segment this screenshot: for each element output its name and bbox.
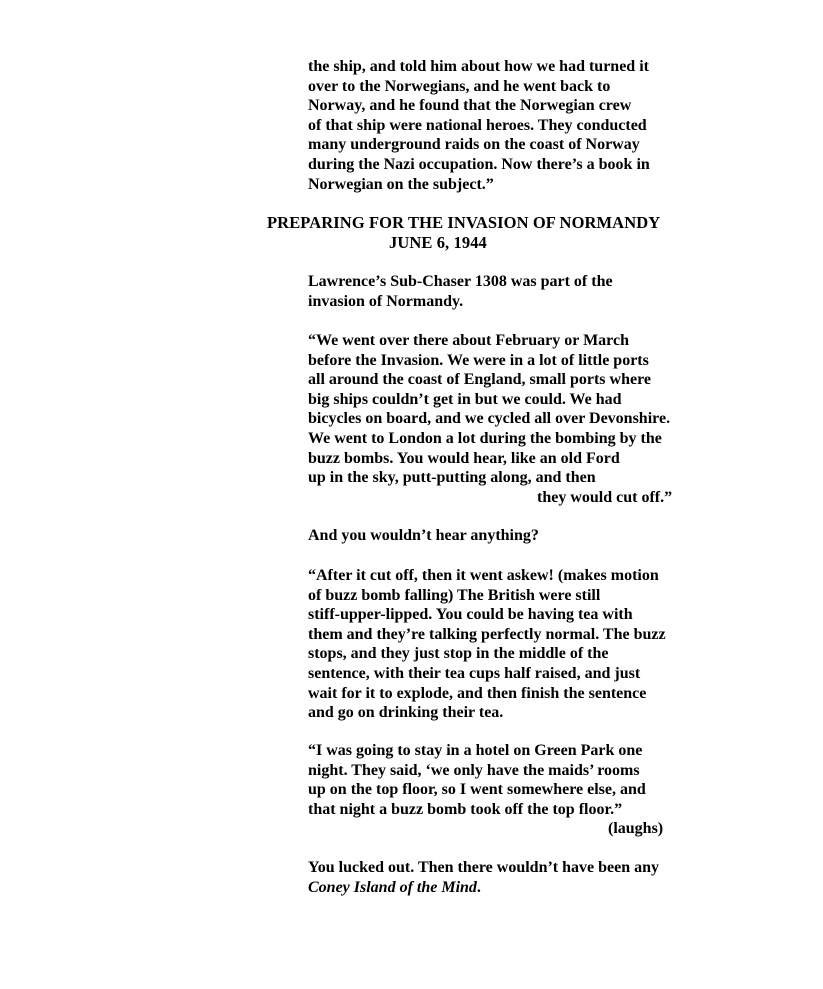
text-line: (laughs): [608, 820, 664, 838]
quote-paragraph-2: [308, 566, 808, 723]
text-line: before the Invasion. We were in a lot of little ports: [308, 351, 649, 369]
text-line: all around the coast of England, small ports where: [308, 371, 651, 389]
section-date: JUNE 6, 1944: [389, 232, 487, 252]
question-paragraph: [308, 526, 808, 546]
quote-paragraph-1: [308, 331, 808, 507]
text-line: over to the Norwegians, and he went back to: [308, 77, 611, 95]
text-line: the ship, and told him about how we had turned it: [308, 58, 649, 75]
text-line: Norwegian on the subject.”: [308, 175, 494, 193]
text-line: them and they’re talking perfectly normal. The buzz: [308, 625, 666, 643]
closing-paragraph: [308, 858, 808, 897]
text-line: You lucked out. Then there wouldn’t have been any: [308, 859, 660, 876]
text-line: that night a buzz bomb took off the top floor.”: [308, 800, 623, 818]
section-heading: [267, 213, 807, 252]
text-line: and go on drinking their tea.: [308, 704, 504, 722]
text-line: sentence, with their tea cups half raised, and just: [308, 664, 641, 682]
text-line: during the Nazi occupation. Now there’s a book in: [308, 155, 650, 173]
continuation-paragraph: [308, 57, 808, 194]
text-line: And you wouldn’t hear anything?: [308, 527, 539, 544]
text-line: We went to London a lot during the bombing by the: [308, 429, 662, 447]
section-title: PREPARING FOR THE INVASION OF NORMANDY: [267, 213, 661, 232]
intro-paragraph: [308, 272, 808, 311]
text-line: up in the sky, putt-putting along, and then: [308, 469, 596, 487]
text-line: bicycles on board, and we cycled all over Devonshire.: [308, 410, 671, 428]
quote-paragraph-3: [308, 741, 808, 839]
text-line: stiff-upper-lipped. You could be having tea with: [308, 606, 633, 624]
text-line: buzz bombs. You would hear, like an old Ford: [308, 449, 620, 467]
text-line: big ships couldn’t get in but we could. We had: [308, 390, 622, 408]
text-line: “After it cut off, then it went askew! (makes motion: [308, 567, 659, 584]
text-line: Lawrence’s Sub-Chaser 1308 was part of the: [308, 273, 613, 290]
text-line: “I was going to stay in a hotel on Green Park one: [308, 742, 643, 759]
text-line: stops, and they just stop in the middle of the: [308, 645, 609, 663]
text-line: “We went over there about February or March: [308, 332, 629, 349]
book-title: Coney Island of the Mind: [308, 878, 477, 896]
text-line: up on the top floor, so I went somewhere else, and: [308, 781, 646, 799]
text-line: of buzz bomb falling) The British were still: [308, 586, 601, 604]
text-line: they would cut off.”: [537, 488, 673, 506]
text-line: invasion of Normandy.: [308, 292, 464, 310]
text-line: Norway, and he found that the Norwegian crew: [308, 97, 632, 115]
period: .: [476, 878, 481, 896]
text-line: [308, 878, 808, 898]
text-line: night. They said, ‘we only have the maids’ rooms: [308, 761, 640, 779]
text-line: of that ship were national heroes. They conducted: [308, 116, 647, 134]
text-line: wait for it to explode, and then finish the sentence: [308, 684, 647, 702]
text-line: many underground raids on the coast of Norway: [308, 136, 640, 154]
